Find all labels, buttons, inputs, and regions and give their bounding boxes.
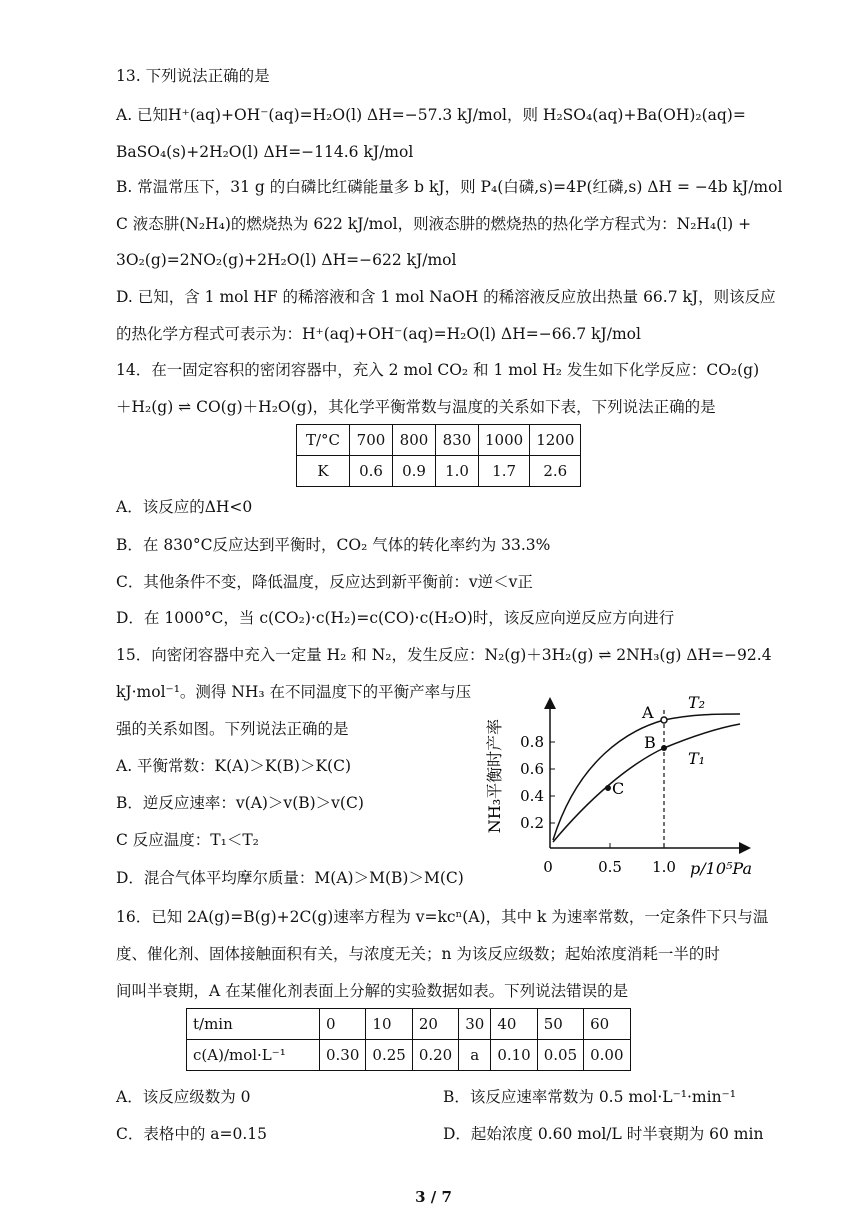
table-cell: 0.10: [491, 1040, 537, 1071]
table-cell: 0.30: [320, 1040, 366, 1071]
point-a-marker: [661, 717, 667, 723]
point-c-label: C: [612, 779, 625, 798]
table-cell: 0.25: [366, 1040, 412, 1071]
q15-option-b: B．逆反应速率：v(A)＞v(B)＞v(C): [116, 794, 364, 812]
q14-option-a: A．该反应的ΔH<0: [116, 498, 253, 516]
q15-option-a: A. 平衡常数：K(A)＞K(B)＞K(C): [116, 757, 352, 775]
q14-stem-line1: 14．在一固定容积的密闭容器中，充入 2 mol CO₂ 和 1 mol H₂ 发生如下化学反应：CO₂(g): [116, 361, 760, 379]
table-cell: 30: [459, 1009, 491, 1040]
q15-option-c: C 反应温度：T₁＜T₂: [116, 831, 259, 849]
table-cell: 20: [412, 1009, 458, 1040]
y-tick-label: 0.2: [520, 814, 544, 832]
q13-option-a-line1: A. 已知H⁺(aq)+OH⁻(aq)=H₂O(l) ΔH=−57.3 kJ/mol，则 H₂SO₄(aq)+Ba(OH)₂(aq)=: [116, 106, 746, 124]
table-cell: 0.20: [412, 1040, 458, 1071]
table-cell: 0.6: [350, 456, 393, 487]
curve-t2-label: T₂: [688, 693, 706, 712]
q16-stem-line1: 16．已知 2A(g)=B(g)+2C(g)速率方程为 v=kcⁿ(A)，其中 k 为速率常数，一定条件下只与温: [116, 908, 769, 926]
q15-stem-line3: 强的关系如图。下列说法正确的是: [116, 720, 349, 738]
table-row: [297, 425, 581, 456]
q13-option-d-line1: D. 已知，含 1 mol HF 的稀溶液和含 1 mol NaOH 的稀溶液反应放出热量 66.7 kJ，则该反应: [116, 288, 776, 306]
table-cell: 830: [436, 425, 479, 456]
q13-option-b: B. 常温常压下，31 g 的白磷比红磷能量多 b kJ，则 P₄(白磷,s)=4P(红磷,s) ΔH = −4b kJ/mol: [116, 178, 783, 196]
table-cell: 0.00: [584, 1040, 630, 1071]
q16-option-c: C．表格中的 a=0.15: [116, 1125, 268, 1143]
q15-option-d: D．混合气体平均摩尔质量：M(A)＞M(B)＞M(C): [116, 869, 464, 887]
table-cell: T/°C: [297, 425, 350, 456]
x-axis-label: p/10⁵Pa: [690, 859, 752, 878]
table-cell: 1200: [530, 425, 581, 456]
x-tick-label: 1.0: [652, 858, 676, 876]
table-cell: 1.7: [479, 456, 530, 487]
table-row: [187, 1040, 631, 1071]
q16-stem-line3: 间叫半衰期，A 在某催化剂表面上分解的实验数据如表。下列说法错误的是: [116, 982, 629, 1000]
q13-stem: 13. 下列说法正确的是: [116, 67, 270, 85]
q13-option-c-line2: 3O₂(g)=2NO₂(g)+2H₂O(l) ΔH=−622 kJ/mol: [116, 251, 457, 269]
table-cell: 0.05: [537, 1040, 583, 1071]
table-cell: 1.0: [436, 456, 479, 487]
equilibrium-constant-table: [296, 424, 581, 487]
q14-stem-line2: ＋H₂(g) ⇌ CO(g)＋H₂O(g)，其化学平衡常数与温度的关系如下表，下列说法正确的是: [116, 398, 716, 416]
table-cell: 0: [320, 1009, 366, 1040]
q14-option-c: C．其他条件不变，降低温度，反应达到新平衡前：v逆＜v正: [116, 573, 533, 591]
point-a-label: A: [642, 703, 654, 722]
y-tick-label: 0.4: [520, 787, 544, 805]
q16-option-a: A．该反应级数为 0: [116, 1088, 251, 1106]
point-c-marker: [605, 785, 611, 791]
point-b-label: B: [644, 733, 656, 752]
table-cell: 60: [584, 1009, 630, 1040]
table-cell: 800: [393, 425, 436, 456]
table-cell: 700: [350, 425, 393, 456]
q16-option-d: D．起始浓度 0.60 mol/L 时半衰期为 60 min: [443, 1125, 764, 1143]
q13-option-a-line2: BaSO₄(s)+2H₂O(l) ΔH=−114.6 kJ/mol: [116, 143, 414, 161]
page-number: 3 / 7: [415, 1188, 452, 1206]
q16-option-b: B．该反应速率常数为 0.5 mol·L⁻¹·min⁻¹: [443, 1088, 736, 1106]
curve-t1-label: T₁: [688, 749, 706, 768]
y-axis-label: NH₃平衡时产率: [485, 718, 504, 834]
point-b-marker: [661, 745, 667, 751]
table-cell: c(A)/mol·L⁻¹: [187, 1040, 320, 1071]
table-row: [297, 456, 581, 487]
table-cell: 1000: [479, 425, 530, 456]
table-cell: t/min: [187, 1009, 320, 1040]
origin-label: 0: [543, 858, 553, 876]
table-cell: 10: [366, 1009, 412, 1040]
table-cell: 0.9: [393, 456, 436, 487]
table-cell: 50: [537, 1009, 583, 1040]
x-tick-label: 0.5: [598, 858, 622, 876]
concentration-time-table: [186, 1008, 631, 1071]
q13-option-d-line2: 的热化学方程式可表示为：H⁺(aq)+OH⁻(aq)=H₂O(l) ΔH=−66.7 kJ/mol: [116, 325, 641, 343]
nh3-yield-graph: [478, 680, 758, 890]
q14-option-b: B．在 830°C反应达到平衡时，CO₂ 气体的转化率约为 33.3%: [116, 536, 551, 554]
q13-option-c-line1: C 液态肼(N₂H₄)的燃烧热为 622 kJ/mol，则液态肼的燃烧热的热化学方程式为：N₂H₄(l) +: [116, 215, 752, 233]
table-cell: 2.6: [530, 456, 581, 487]
q15-stem-line2: kJ·mol⁻¹。测得 NH₃ 在不同温度下的平衡产率与压: [116, 683, 472, 701]
y-tick-label: 0.8: [520, 733, 544, 751]
q15-stem-line1: 15．向密闭容器中充入一定量 H₂ 和 N₂，发生反应：N₂(g)＋3H₂(g) ⇌ 2NH₃(g) ΔH=−92.4: [116, 646, 772, 664]
table-row: [187, 1009, 631, 1040]
q16-stem-line2: 度、催化剂、固体接触面积有关，与浓度无关；n 为该反应级数；起始浓度消耗一半的时: [116, 945, 720, 963]
table-cell: 40: [491, 1009, 537, 1040]
y-tick-label: 0.6: [520, 760, 544, 778]
table-cell: a: [459, 1040, 491, 1071]
q14-option-d: D．在 1000°C，当 c(CO₂)·c(H₂)=c(CO)·c(H₂O)时，该反应向逆反应方向进行: [116, 609, 675, 627]
table-cell: K: [297, 456, 350, 487]
